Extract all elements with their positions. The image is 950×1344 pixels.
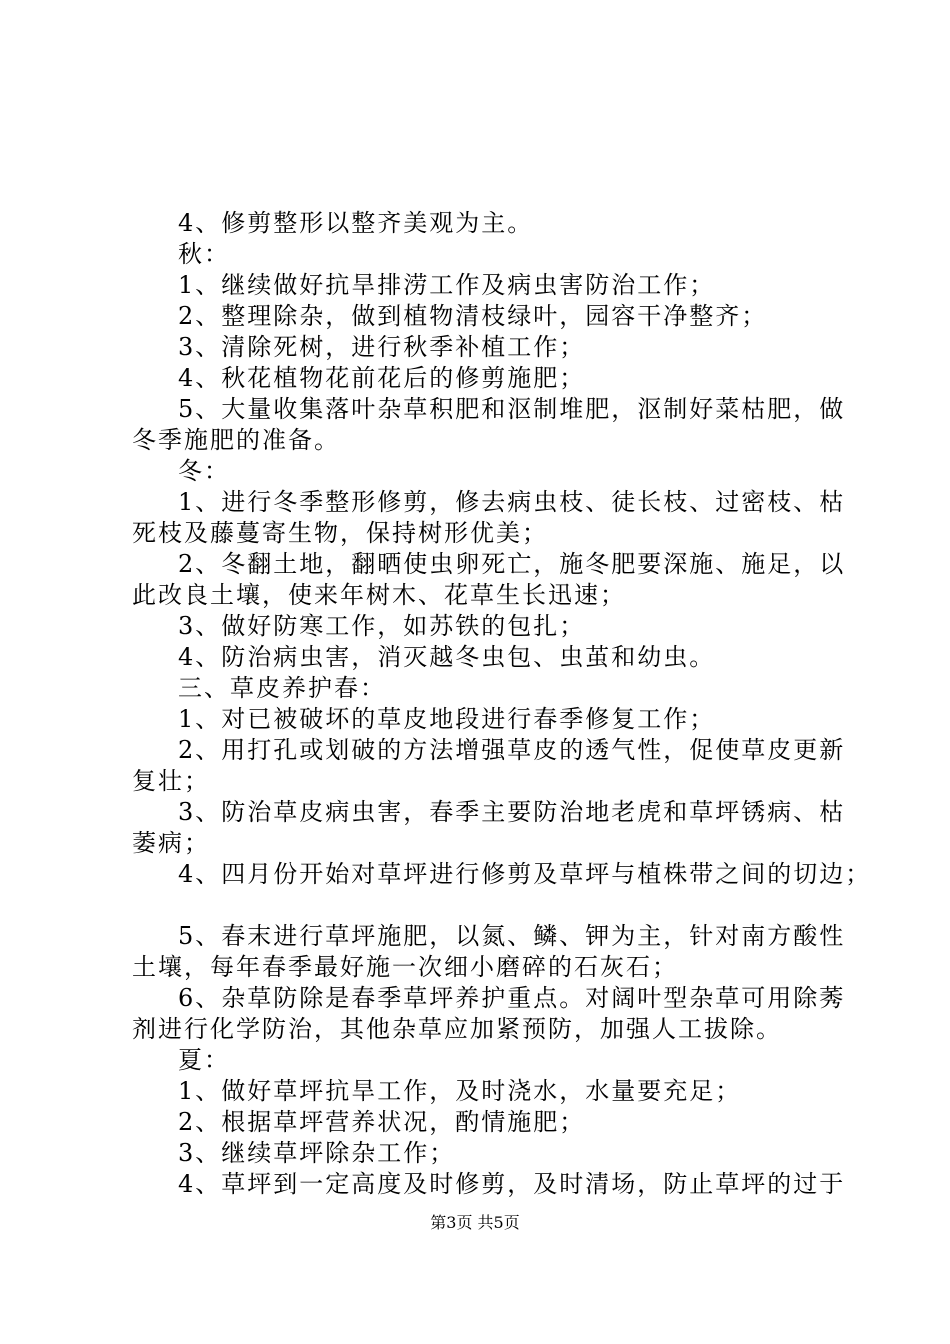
text-line: 复壮；	[132, 767, 210, 795]
text-line: 冬季施肥的准备。	[132, 426, 340, 454]
text-line: 土壤，每年春季最好施一次细小磨碎的石灰石；	[132, 953, 678, 981]
text-line: 6、杂草防除是春季草坪养护重点。对阔叶型杂草可用除莠	[178, 984, 846, 1012]
text-line: 2、冬翻土地，翻晒使虫卵死亡，施冬肥要深施、施足，以	[178, 550, 846, 578]
text-line: 剂进行化学防治，其他杂草应加紧预防，加强人工拔除。	[132, 1015, 782, 1043]
section-heading-summer: 夏：	[178, 1046, 230, 1074]
page-number-footer: 第3页 共5页	[430, 1213, 520, 1232]
text-line: 4、秋花植物花前花后的修剪施肥；	[178, 364, 586, 392]
text-line: 2、根据草坪营养状况，酌情施肥；	[178, 1108, 586, 1136]
text-line: 1、进行冬季整形修剪，修去病虫枝、徒长枝、过密枝、枯	[178, 488, 846, 516]
text-line: 3、做好防寒工作，如苏铁的包扎；	[178, 612, 586, 640]
text-line: 2、整理除杂，做到植物清枝绿叶，园容干净整齐；	[178, 302, 768, 330]
text-line: 1、继续做好抗旱排涝工作及病虫害防治工作；	[178, 271, 716, 299]
text-line: 萎病；	[132, 829, 210, 857]
text-line: 5、大量收集落叶杂草积肥和沤制堆肥，沤制好菜枯肥，做	[178, 395, 846, 423]
text-line: 1、对已被破坏的草皮地段进行春季修复工作；	[178, 705, 716, 733]
text-line: 3、继续草坪除杂工作；	[178, 1139, 456, 1167]
section-heading-winter: 冬：	[178, 457, 230, 485]
text-line: 此改良土壤，使来年树木、花草生长迅速；	[132, 581, 626, 609]
text-line: 4、防治病虫害，消灭越冬虫包、虫茧和幼虫。	[178, 643, 716, 671]
section-heading-lawn: 三、草皮养护春：	[178, 674, 386, 702]
text-line: 4、四月份开始对草坪进行修剪及草坪与植株带之间的切边；	[178, 860, 872, 888]
text-line: 4、草坪到一定高度及时修剪，及时清场，防止草坪的过于	[178, 1170, 846, 1198]
text-line: 死枝及藤蔓寄生物，保持树形优美；	[132, 519, 548, 547]
text-line: 2、用打孔或划破的方法增强草皮的透气性，促使草皮更新	[178, 736, 846, 764]
text-line: 1、做好草坪抗旱工作，及时浇水，水量要充足；	[178, 1077, 742, 1105]
text-line: 4、修剪整形以整齐美观为主。	[178, 209, 534, 237]
text-line: 3、清除死树，进行秋季补植工作；	[178, 333, 586, 361]
text-line: 3、防治草皮病虫害，春季主要防治地老虎和草坪锈病、枯	[178, 798, 846, 826]
text-line: 5、春末进行草坪施肥，以氮、鳞、钾为主，针对南方酸性	[178, 922, 846, 950]
section-heading-autumn: 秋：	[178, 240, 230, 268]
